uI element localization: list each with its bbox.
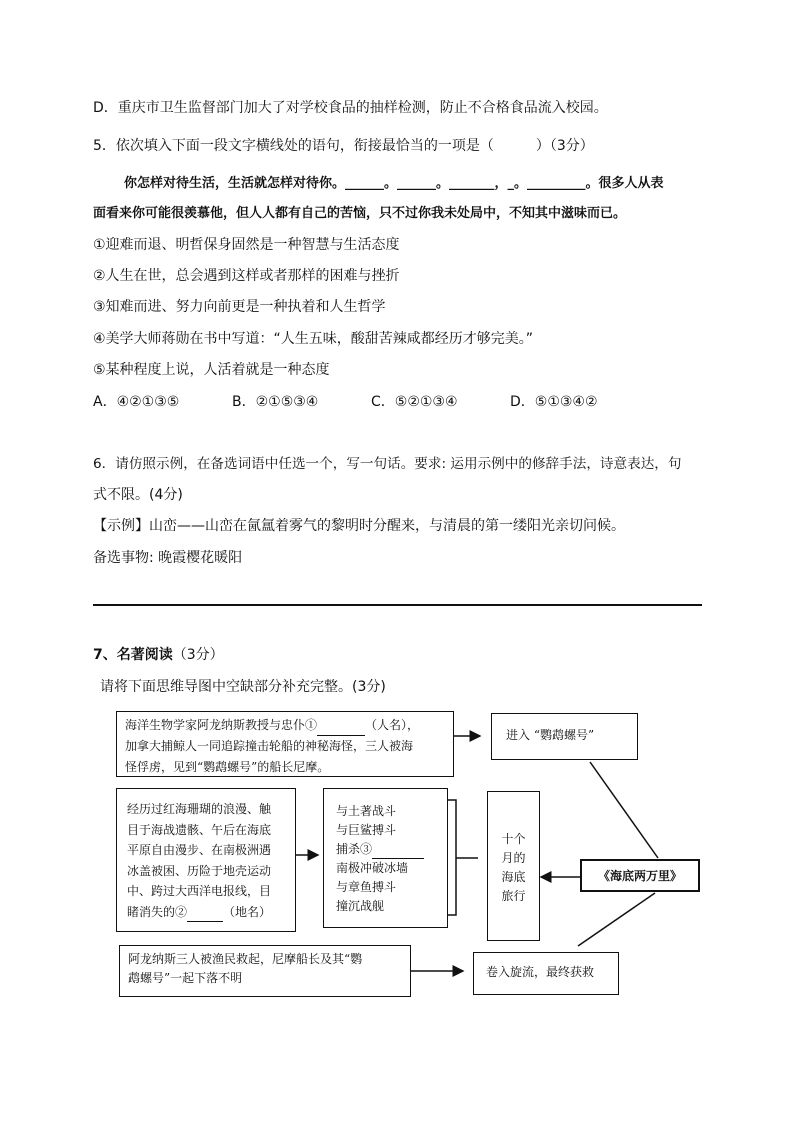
journey-line5: 中、跨过大西洋电报线，目 bbox=[127, 884, 272, 898]
mindmap-ending-box bbox=[119, 945, 411, 997]
enter-box-text: 进入 “鹦鹉螺号” bbox=[506, 728, 595, 742]
journey-line3: 平原自由漫步、在南极洲遇 bbox=[127, 843, 272, 857]
q4-option-d: D．重庆市卫生监督部门加大了对学校食品的抽样检测，防止不合格食品流入校园。 bbox=[93, 100, 608, 116]
vertical-line2: 月的 bbox=[501, 851, 526, 865]
q5-item-4: ④美学大师蒋勋在书中写道：“人生五味，酸甜苦辣咸都经历才够完美。” bbox=[93, 331, 534, 347]
intro-line1-text: 海洋生物学家阿龙纳斯教授与忠仆① bbox=[125, 718, 318, 732]
q5-item-3: ③知难而进、努力向前更是一种执着和人生哲学 bbox=[93, 299, 386, 315]
journey-line6 bbox=[127, 902, 287, 923]
q6-candidates: 备选事物: 晚霞樱花暖阳 bbox=[93, 550, 243, 566]
ending-line1: 阿龙纳斯三人被渔民救起，尼摩船长及其“鹦 bbox=[128, 952, 363, 966]
rescue-box-text: 卷入旋流，最终获救 bbox=[486, 965, 595, 979]
q7-title-text: 7、名著阅读 bbox=[93, 647, 173, 663]
intro-line3: 怪俘虏，见到“鹦鹉螺号”的船长尼摩。 bbox=[125, 760, 330, 774]
intro-line2: 加拿大捕鲸人一同追踪撞击轮船的神秘海怪，三人被海 bbox=[125, 739, 414, 753]
q6-stem-line2: 式不限。(4分) bbox=[93, 487, 183, 503]
q5-passage-line2: 面看来你可能很羡慕他，但人人都有自己的苦恼，只不过你我未处局中，不知其中滋味而已。 bbox=[93, 206, 627, 221]
q5-option-b: B．②①⑤③④ bbox=[232, 394, 319, 410]
q5-option-c: C．⑤②①③④ bbox=[371, 394, 458, 410]
q5-item-1: ①迎难而退、明哲保身固然是一种智慧与生活态度 bbox=[93, 237, 400, 253]
journey-line2: 目于海战遗骸、午后在海底 bbox=[127, 822, 272, 837]
adventure-line4: 南极冲破冰墙 bbox=[336, 861, 409, 875]
adventure-line1: 与土著战斗 bbox=[336, 804, 397, 818]
adventure-line5: 与章鱼搏斗 bbox=[336, 880, 397, 894]
ending-line2: 鹉螺号”一起下落不明 bbox=[128, 971, 243, 985]
adventure-line3 bbox=[336, 840, 439, 859]
intro-line1 bbox=[125, 715, 445, 736]
journey-line6-text: 睹消失的② bbox=[127, 904, 188, 919]
mindmap-journey-box bbox=[116, 788, 296, 932]
intro-line1-tail: （人名）， bbox=[365, 718, 420, 732]
vertical-line3: 海底 bbox=[501, 870, 526, 884]
q6-example: 【示例】山峦——山峦在氤氲着雾气的黎明时分醒来，与清晨的第一缕阳光亲切问候。 bbox=[93, 518, 625, 534]
adventure-line2: 与巨鲨搏斗 bbox=[336, 823, 397, 837]
q5-stem: 5．依次填入下面一段文字横线处的语句，衔接最恰当的一项是（ ）（3分） bbox=[93, 138, 594, 154]
book-title: 《海底两万里》 bbox=[597, 869, 682, 883]
adventure-line6: 撞沉战舰 bbox=[336, 899, 385, 913]
mindmap-book-title-box bbox=[580, 859, 700, 892]
q5-item-5: ⑤某种程度上说，人活着就是一种态度 bbox=[93, 362, 330, 378]
journey-line1: 经历过红海珊瑚的浪漫、触 bbox=[127, 802, 272, 816]
blank-2[interactable] bbox=[187, 921, 223, 922]
q5-passage-line1: 你怎样对待生活，生活就怎样对待你。______。______。_______，_。_________。很多人从表 bbox=[124, 176, 664, 191]
q7-title-score: （3分） bbox=[172, 647, 224, 663]
mindmap-enter-box bbox=[491, 713, 638, 760]
q5-item-2: ②人生在世，总会遇到这样或者那样的困难与挫折 bbox=[93, 268, 400, 284]
mindmap-intro-box bbox=[116, 711, 454, 777]
adventure-line3-text: 捕杀③ bbox=[336, 842, 373, 856]
mindmap-ten-months-box bbox=[487, 791, 540, 941]
q6-stem-line1: 6．请仿照示例，在备选词语中任选一个，写一句话。要求: 运用示例中的修辞手法，诗意表达，句 bbox=[93, 456, 682, 472]
vertical-line4: 旅行 bbox=[501, 889, 526, 903]
q5-option-a: A．④②①③⑤ bbox=[93, 394, 180, 410]
journey-line6-tail: （地名） bbox=[223, 904, 272, 919]
mindmap-rescue-box bbox=[473, 952, 619, 995]
q5-option-d: D．⑤①③④② bbox=[510, 394, 598, 410]
mindmap-adventures-box bbox=[323, 788, 448, 928]
journey-line4: 冰盖被困、历险于地壳运动 bbox=[127, 863, 272, 878]
q7-instruction: 请将下面思维导图中空缺部分补充完整。(3分) bbox=[100, 679, 386, 695]
vertical-line1: 十个 bbox=[501, 832, 526, 846]
